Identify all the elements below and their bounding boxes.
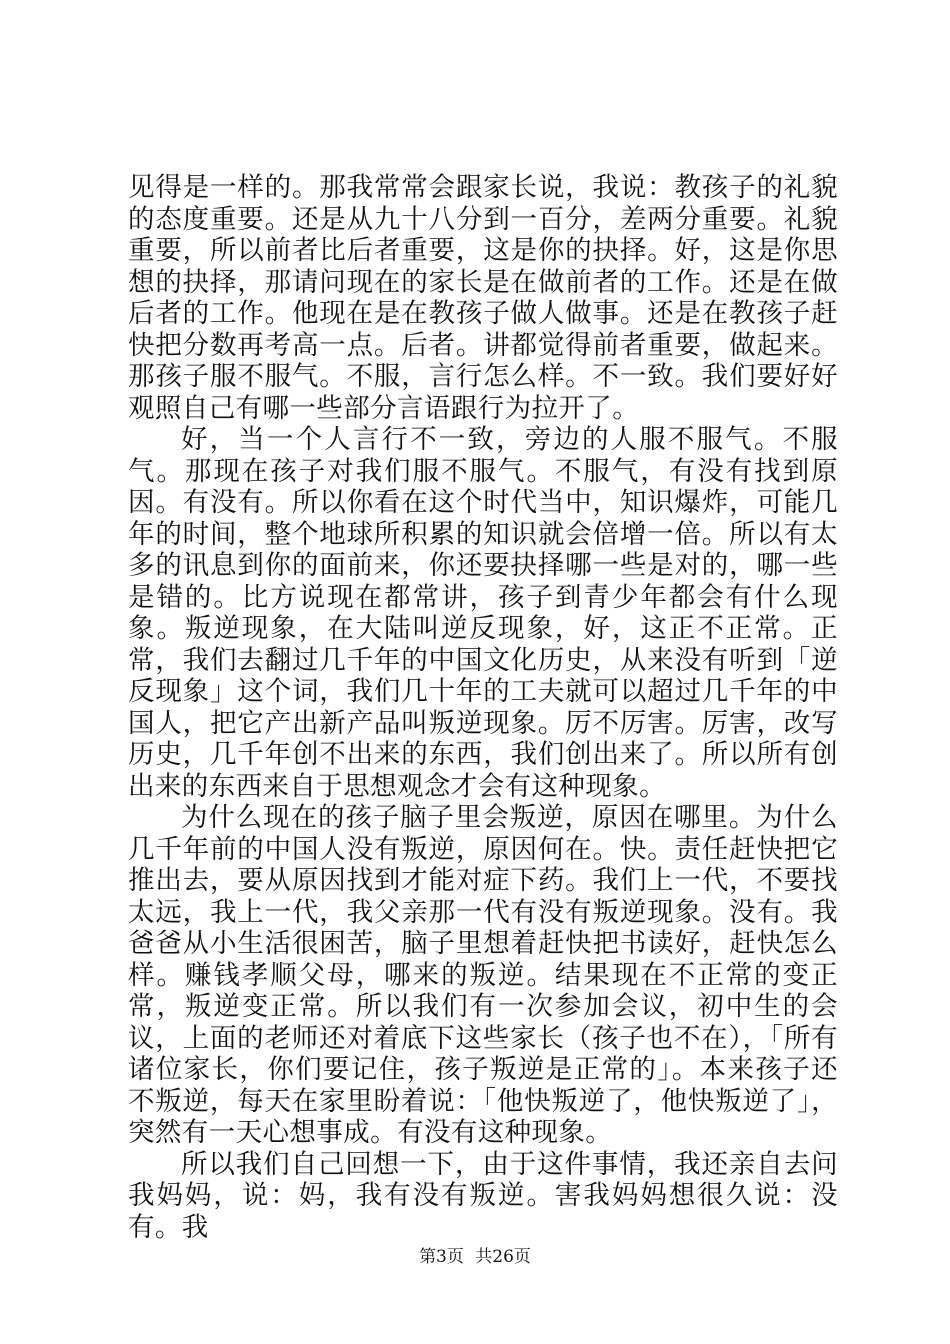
paragraph-1: 见得是一样的。那我常常会跟家长说，我说：教孩子的礼貌的态度重要。还是从九十八分到一百分，差两分重要。礼貌重要，所以前者比后者重要，这是你的抉择。好，这是你思想的抉择，那请问现在的家长是在做前者的工作。还是在做后者的工作。他现在是在教孩子做人做事。还是在教孩子赶快把分数再考高一点。后者。讲都觉得前者重要，做起来。那孩子服不服气。不服，言行怎么样。不一致。我们要好好观照自己有哪一些部分言语跟行为拉开了。 xyxy=(128,172,838,424)
body-text xyxy=(128,172,838,1243)
paragraph-4: 所以我们自己回想一下，由于这件事情，我还亲自去问我妈妈，说：妈，我有没有叛逆。害我妈妈想很久说：没有。我 xyxy=(128,1148,838,1243)
page-number: 第3页 xyxy=(419,1247,464,1267)
paragraph-3: 为什么现在的孩子脑子里会叛逆，原因在哪里。为什么几千年前的中国人没有叛逆，原因何在。快。责任赶快把它推出去，要从原因找到才能对症下药。我们上一代，不要找太远，我上一代，我父亲那一代有没有叛逆现象。没有。我爸爸从小生活很困苦，脑子里想着赶快把书读好，赶快怎么样。赚钱孝顺父母，哪来的叛逆。结果现在不正常的变正常，叛逆变正常。所以我们有一次参加会议，初中生的会议，上面的老师还对着底下这些家长（孩子也不在），「所有诸位家长，你们要记住，孩子叛逆是正常的」。本来孩子还不叛逆，每天在家里盼着说：「他快叛逆了，他快叛逆了」，突然有一天心想事成。有没有这种现象。 xyxy=(128,802,838,1148)
paragraph-2: 好，当一个人言行不一致，旁边的人服不服气。不服气。那现在孩子对我们服不服气。不服气，有没有找到原因。有没有。所以你看在这个时代当中，知识爆炸，可能几年的时间，整个地球所积累的知识就会倍增一倍。所以有太多的讯息到你的面前来，你还要抉择哪一些是对的，哪一些是错的。比方说现在都常讲，孩子到青少年都会有什么现象。叛逆现象，在大陆叫逆反现象，好，这正不正常。正常，我们去翻过几千年的中国文化历史，从来没有听到「逆反现象」这个词，我们几十年的工夫就可以超过几千年的中国人，把它产出新产品叫叛逆现象。厉不厉害。厉害，改写历史，几千年创不出来的东西，我们创出来了。所以所有创出来的东西来自于思想观念才会有这种现象。 xyxy=(128,424,838,802)
page-total: 共26页 xyxy=(475,1247,531,1267)
page-footer xyxy=(0,1242,950,1267)
